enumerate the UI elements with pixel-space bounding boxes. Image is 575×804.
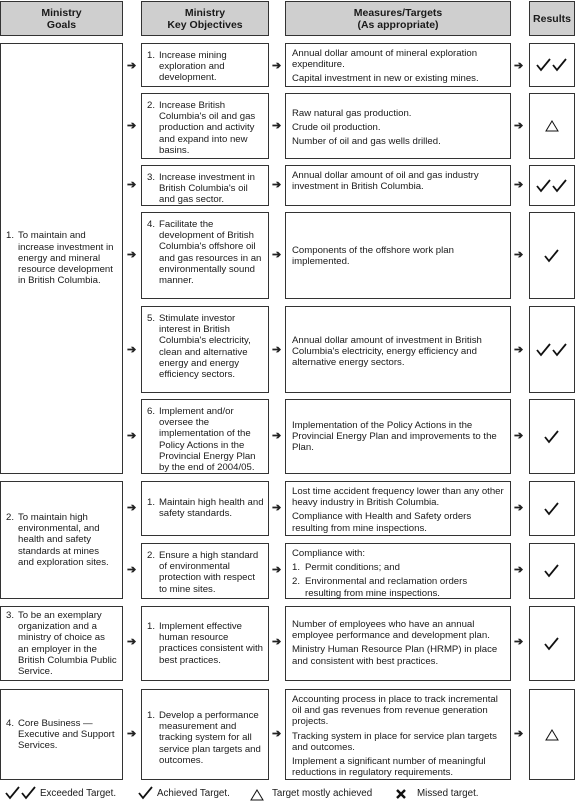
legend-achieved: Achieved Target. xyxy=(157,788,230,799)
objective-box xyxy=(141,481,269,536)
arrow-icon: ➔ xyxy=(127,728,137,740)
arrow-icon: ➔ xyxy=(127,120,137,132)
arrow-icon: ➔ xyxy=(127,430,137,442)
objective-text: Facilitate the development of British Columbia's offshore oil and gas resources in an environmentally sound manner. xyxy=(159,219,262,287)
objective-box xyxy=(141,399,269,474)
objective-box xyxy=(141,606,269,681)
objective-text: Stimulate investor interest in British Columbia's electricity, clean and alternative energy and energy efficiency sectors. xyxy=(159,313,251,381)
triangle-icon xyxy=(545,120,559,132)
arrow-icon: ➔ xyxy=(514,120,524,132)
arrow-icon: ➔ xyxy=(514,249,524,261)
measures-box xyxy=(285,399,511,474)
legend-double-check-icon xyxy=(5,786,37,800)
arrow-icon: ➔ xyxy=(127,179,137,191)
triangle-icon xyxy=(545,729,559,741)
objective-number: 1. xyxy=(147,50,156,61)
double-check-icon xyxy=(536,343,568,357)
objective-number: 5. xyxy=(147,313,156,324)
arrow-icon: ➔ xyxy=(514,502,524,514)
measure-item: Raw natural gas production. xyxy=(292,108,412,119)
objective-box xyxy=(141,543,269,599)
measure-item: Accounting process in place to track incremental oil and gas revenues from revenue generation projects. xyxy=(292,694,498,728)
legend-triangle-icon xyxy=(250,789,264,801)
goal-text: Core Business — Executive and Support Services. xyxy=(18,717,115,752)
arrow-icon: ➔ xyxy=(514,728,524,740)
measure-intro: Compliance with: xyxy=(292,548,366,559)
header-goals-line2: Goals xyxy=(46,18,77,31)
arrow-icon: ➔ xyxy=(272,249,282,261)
arrow-icon: ➔ xyxy=(514,564,524,576)
measures-box xyxy=(285,481,511,536)
objective-box xyxy=(141,43,269,87)
double-check-icon xyxy=(536,179,568,193)
goal-number: 4. xyxy=(6,717,15,729)
legend-check-icon xyxy=(138,786,154,800)
objective-number: 4. xyxy=(147,219,156,230)
goal-text: To maintain high environmental, and health and safety standards at mines and exploration sites. xyxy=(18,511,109,568)
objective-number: 3. xyxy=(147,172,156,183)
measure-item: Implement a significant number of meaningful reductions in regulatory requirements. xyxy=(292,756,486,779)
objective-number: 2. xyxy=(147,100,156,111)
double-check-icon xyxy=(536,58,568,72)
measure-item: Crude oil production. xyxy=(292,122,381,134)
objective-box xyxy=(141,306,269,393)
legend-mostly: Target mostly achieved xyxy=(272,788,373,799)
arrow-icon: ➔ xyxy=(127,249,137,261)
result-achieved xyxy=(529,399,575,474)
measure-list-item xyxy=(292,576,505,598)
header-results-label: Results xyxy=(533,12,571,25)
objective-text: Maintain high health and safety standards. xyxy=(159,497,264,520)
measure-item: Annual dollar amount of investment in British Columbia's electricity, energy efficiency and alternative energy sectors. xyxy=(292,335,482,369)
measure-list-item xyxy=(292,562,505,573)
arrow-icon: ➔ xyxy=(127,636,137,648)
header-objectives xyxy=(141,1,269,36)
check-icon xyxy=(544,502,560,516)
objective-number: 1. xyxy=(147,621,156,632)
result-exceeded xyxy=(529,165,575,206)
arrow-icon: ➔ xyxy=(272,179,282,191)
arrow-icon: ➔ xyxy=(514,60,524,72)
measure-item: Components of the offshore work plan implemented. xyxy=(292,245,454,268)
result-mostly xyxy=(529,689,575,780)
measures-box xyxy=(285,93,511,159)
arrow-icon: ➔ xyxy=(127,502,137,514)
objective-text: Increase investment in British Columbia's oil and gas sector. xyxy=(159,172,255,206)
goal-3 xyxy=(0,606,123,681)
goal-number: 1. xyxy=(6,230,15,242)
measure-item: Lost time accident frequency lower than any other heavy industry in British Columbia. xyxy=(292,486,504,509)
check-icon xyxy=(544,564,560,578)
measure-item: Annual dollar amount of oil and gas industry investment in British Columbia. xyxy=(292,170,479,193)
measures-box xyxy=(285,306,511,393)
measure-item: Tracking system in place for service plan targets and outcomes. xyxy=(292,730,497,753)
arrow-icon: ➔ xyxy=(272,636,282,648)
goal-4 xyxy=(0,689,123,780)
objective-text: Implement and/or oversee the implementation of the Policy Actions in the Provincial Energy Plan by the end of 2004/05. xyxy=(159,406,256,474)
measure-list-text: Environmental and reclamation orders resulting from mine inspections. xyxy=(305,576,468,599)
arrow-icon: ➔ xyxy=(127,60,137,72)
goal-text: To maintain and increase investment in energy and mineral resource development in British Columbia. xyxy=(18,230,114,287)
result-exceeded xyxy=(529,306,575,393)
measures-box xyxy=(285,543,511,599)
header-goals-line1: Ministry xyxy=(41,6,82,19)
objective-number: 6. xyxy=(147,406,156,417)
arrow-icon: ➔ xyxy=(272,564,282,576)
arrow-icon: ➔ xyxy=(272,430,282,442)
result-achieved xyxy=(529,481,575,536)
objective-text: Increase British Columbia's oil and gas production and activity and expand into new basins. xyxy=(159,100,256,156)
result-mostly xyxy=(529,93,575,159)
result-achieved xyxy=(529,212,575,299)
header-measures-line1: Measures/Targets xyxy=(353,6,443,19)
header-goals xyxy=(0,1,123,36)
header-measures xyxy=(285,1,511,36)
measure-list-number: 1. xyxy=(292,562,301,574)
legend-x-icon xyxy=(395,788,407,800)
objective-box xyxy=(141,212,269,299)
arrow-icon: ➔ xyxy=(127,564,137,576)
measure-list-text: Permit conditions; and xyxy=(305,562,400,574)
goal-1 xyxy=(0,43,123,474)
arrow-icon: ➔ xyxy=(272,60,282,72)
measures-box xyxy=(285,212,511,299)
check-icon xyxy=(544,637,560,651)
header-measures-line2: (As appropriate) xyxy=(357,18,439,31)
arrow-icon: ➔ xyxy=(514,179,524,191)
measure-list-number: 2. xyxy=(292,576,301,588)
measures-box xyxy=(285,165,511,206)
objective-number: 1. xyxy=(147,710,156,721)
arrow-icon: ➔ xyxy=(272,502,282,514)
arrow-icon: ➔ xyxy=(514,636,524,648)
objective-text: Ensure a high standard of environmental protection with respect to mine sites. xyxy=(159,550,259,595)
arrow-icon: ➔ xyxy=(127,344,137,356)
goal-text: To be an exemplary organization and a ministry of choice as an employer in the British Columbia Public Service. xyxy=(18,609,117,677)
arrow-icon: ➔ xyxy=(272,728,282,740)
arrow-icon: ➔ xyxy=(514,430,524,442)
objective-box xyxy=(141,165,269,206)
objective-text: Increase mining exploration and development. xyxy=(159,50,227,84)
goal-2 xyxy=(0,481,123,599)
measure-item: Number of employees who have an annual employee performance and development plan. xyxy=(292,619,490,642)
arrow-icon: ➔ xyxy=(514,344,524,356)
measure-item: Capital investment in new or existing mines. xyxy=(292,73,479,85)
check-icon xyxy=(544,249,560,263)
measure-item: Annual dollar amount of mineral exploration expenditure. xyxy=(292,48,478,71)
measure-item: Compliance with Health and Safety orders resulting from mine inspections. xyxy=(292,511,472,534)
header-results xyxy=(529,1,575,36)
objective-text: Implement effective human resource practices consistent with best practices. xyxy=(159,621,263,666)
measures-box xyxy=(285,606,511,681)
measure-item: Ministry Human Resource Plan (HRMP) in place and consistent with best practices. xyxy=(292,644,498,667)
objective-box xyxy=(141,93,269,159)
objective-text: Develop a performance measurement and tracking system for all service plan targets and outcomes. xyxy=(159,710,261,766)
check-icon xyxy=(544,430,560,444)
goal-number: 3. xyxy=(6,609,15,621)
objective-number: 1. xyxy=(147,497,156,508)
measures-box xyxy=(285,43,511,87)
legend-exceeded: Exceeded Target. xyxy=(40,788,117,799)
result-achieved xyxy=(529,543,575,599)
legend-missed: Missed target. xyxy=(417,788,479,799)
result-achieved xyxy=(529,606,575,681)
arrow-icon: ➔ xyxy=(272,120,282,132)
arrow-icon: ➔ xyxy=(272,344,282,356)
header-objectives-line2: Key Objectives xyxy=(167,18,243,31)
objective-box xyxy=(141,689,269,780)
measure-item: Number of oil and gas wells drilled. xyxy=(292,136,441,148)
result-exceeded xyxy=(529,43,575,87)
objective-number: 2. xyxy=(147,550,156,561)
measures-box xyxy=(285,689,511,780)
goal-number: 2. xyxy=(6,511,15,523)
header-objectives-line1: Ministry xyxy=(184,6,226,19)
measure-item: Implementation of the Policy Actions in the Provincial Energy Plan and improvements to the Plan. xyxy=(292,420,497,454)
